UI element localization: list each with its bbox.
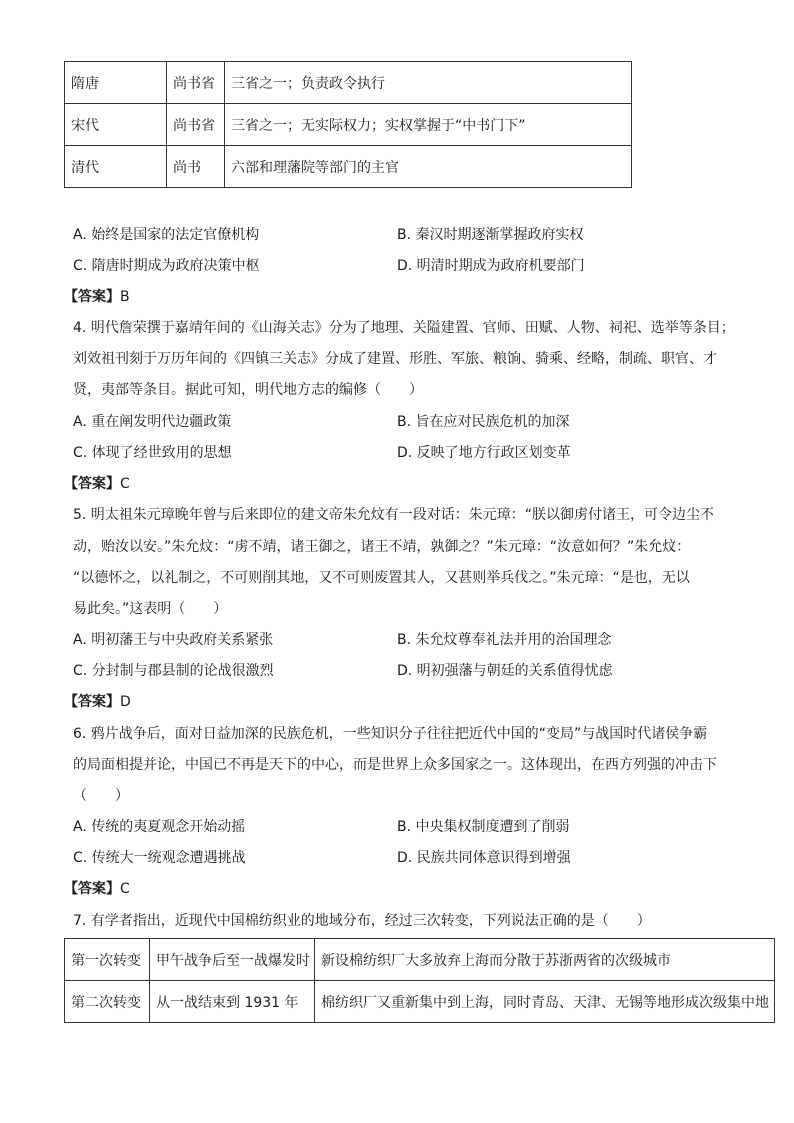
option-d: D. 明初强藩与朝廷的关系值得忧虑: [397, 663, 613, 679]
table-cell: 尚书: [167, 146, 225, 188]
table-cell: 隋唐: [65, 62, 167, 104]
answer-value: C: [120, 476, 130, 492]
answer-value: B: [120, 289, 130, 305]
option-d: D. 民族共同体意识得到增强: [397, 850, 571, 866]
answer-line: [64, 287, 130, 307]
option-c: C. 分封制与郡县制的论战很激烈: [73, 663, 274, 679]
table-cell: 清代: [65, 146, 167, 188]
table-cell: 新设棉纺织厂大多放弃上海而分散于苏浙两省的次级城市: [315, 939, 775, 981]
table-cell: 宋代: [65, 104, 167, 146]
question-text: “以德怀之，以礼制之，不可则削其地，又不可则废置其人，又甚则举兵伐之。”朱元璋：“是也，无以: [73, 570, 690, 586]
answer-value: C: [120, 881, 130, 897]
question-text: 5. 明太祖朱元璋晚年曾与后来即位的建文帝朱允炆有一段对话：朱元璋：“朕以御虏付诸王，可令边尘不: [73, 507, 715, 523]
option-d: D. 反映了地方行政区划变革: [397, 445, 571, 461]
question-text: 动，贻汝以安。”朱允炆：“虏不靖，诸王御之，诸王不靖，孰御之？”朱元璋：“汝意如何？”朱允炆：: [73, 539, 691, 555]
answer-value: D: [120, 694, 131, 710]
option-b: B. 秦汉时期逐渐掌握政府实权: [397, 227, 584, 243]
table-cell: 第一次转变: [65, 939, 150, 981]
answer-label: 【答案】: [64, 289, 120, 305]
table-cell: 从一战结束到 1931 年: [150, 981, 315, 1023]
question-text: 7. 有学者指出，近现代中国棉纺织业的地域分布，经过三次转变，下列说法正确的是（ ）: [73, 913, 651, 929]
table-cell: 三省之一；负责政令执行: [225, 62, 632, 104]
option-d: D. 明清时期成为政府机要部门: [397, 258, 585, 274]
question-text: 易此矣。”这表明（ ）: [73, 601, 228, 617]
table-row: [65, 981, 775, 1023]
option-b: B. 旨在应对民族危机的加深: [397, 414, 570, 430]
option-b: B. 中央集权制度遭到了削弱: [397, 819, 570, 835]
table-row: [65, 104, 632, 146]
option-c: C. 传统大一统观念遭遇挑战: [73, 850, 246, 866]
option-a: A. 明初藩王与中央政府关系紧张: [73, 632, 274, 648]
table-row: [65, 146, 632, 188]
table-cell: 棉纺织厂又重新集中到上海，同时青岛、天津、无锡等地形成次级集中地: [315, 981, 775, 1023]
table-officials: [64, 61, 632, 188]
answer-label: 【答案】: [64, 694, 120, 710]
option-c: C. 体现了经世致用的思想: [73, 445, 232, 461]
option-b: B. 朱允炆尊奉礼法并用的治国理念: [397, 632, 612, 648]
question-text: 贤，夷部等条目。据此可知，明代地方志的编修（ ）: [73, 382, 423, 398]
answer-line: [64, 879, 130, 899]
option-a: A. 传统的夷夏观念开始动摇: [73, 819, 246, 835]
table-row: [65, 939, 775, 981]
option-a: A. 重在阐发明代边疆政策: [73, 414, 232, 430]
answer-label: 【答案】: [64, 476, 120, 492]
table-row: [65, 62, 632, 104]
table-cell: 第二次转变: [65, 981, 150, 1023]
question-text: 4. 明代詹荣撰于嘉靖年间的《山海关志》分为了地理、关隘建置、官师、田赋、人物、祠祀、选举等条目；: [73, 320, 735, 336]
option-a: A. 始终是国家的法定官僚机构: [73, 227, 260, 243]
answer-line: [64, 474, 130, 494]
answer-label: 【答案】: [64, 881, 120, 897]
option-c: C. 隋唐时期成为政府决策中枢: [73, 258, 260, 274]
question-text: 的局面相提并论，中国已不再是天下的中心，而是世界上众多国家之一。这体现出，在西方列强的冲击下: [73, 757, 717, 773]
table-cell: 尚书省: [167, 62, 225, 104]
answer-line: [64, 692, 131, 712]
question-text: 刘效祖刊刻于万历年间的《四镇三关志》分成了建置、形胜、军旅、粮饷、骑乘、经略，制疏、职官、才: [73, 351, 717, 367]
question-text: （ ）: [73, 788, 129, 804]
table-cell: 三省之一；无实际权力；实权掌握于“中书门下”: [225, 104, 632, 146]
table-cell: 六部和理藩院等部门的主官: [225, 146, 632, 188]
question-text: 6. 鸦片战争后，面对日益加深的民族危机，一些知识分子往往把近代中国的“变局”与战国时代诸侯争霸: [73, 726, 708, 742]
table-cotton-industry: [64, 938, 775, 1023]
table-cell: 甲午战争后至一战爆发时: [150, 939, 315, 981]
table-cell: 尚书省: [167, 104, 225, 146]
